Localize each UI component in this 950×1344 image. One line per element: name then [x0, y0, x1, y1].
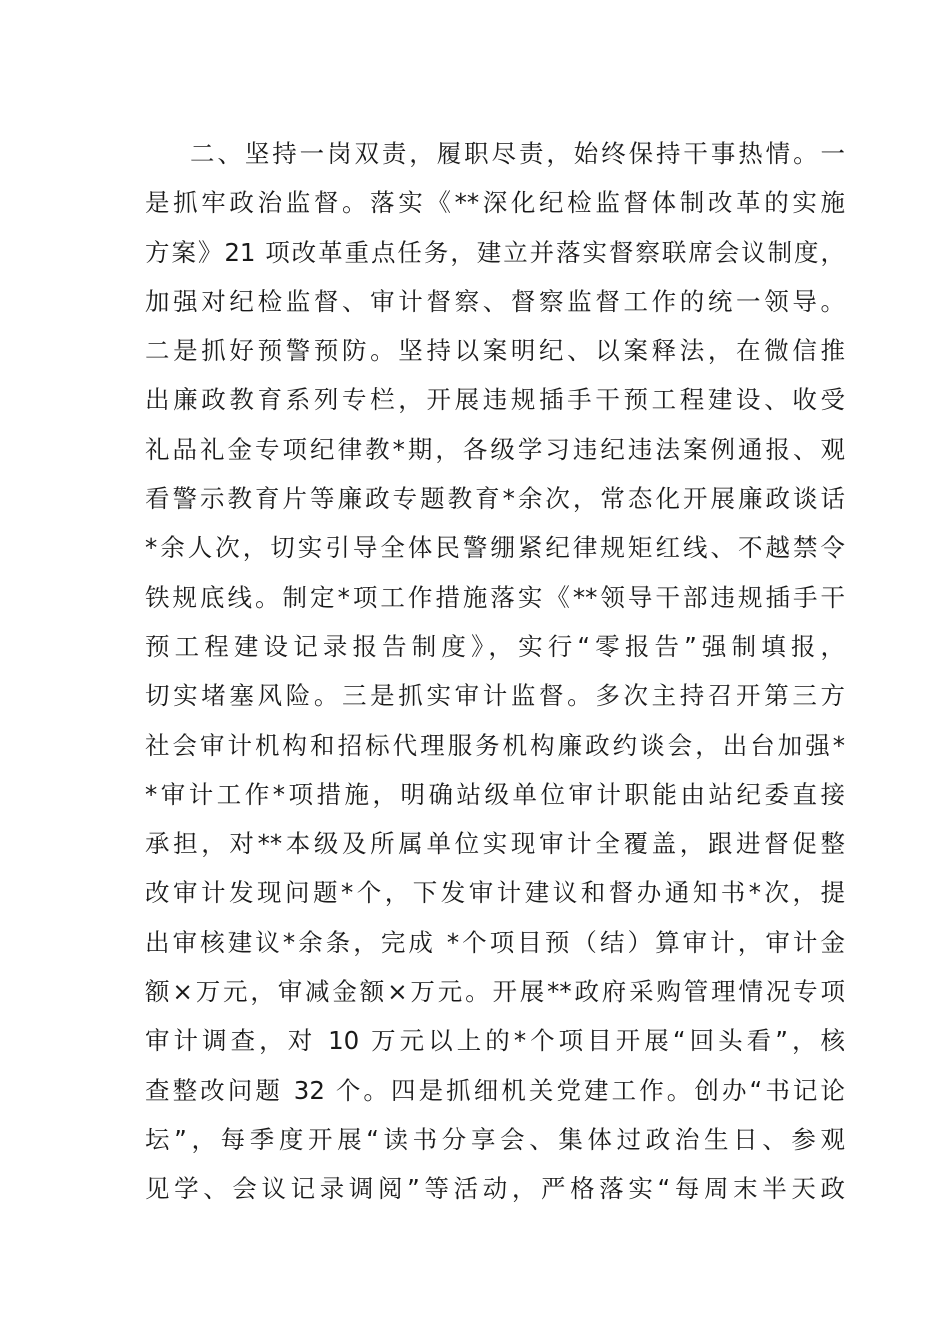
paragraph-line: 额×万元，审减金额×万元。开展**政府采购管理情况专项 [145, 977, 845, 1007]
paragraph-line: 坛”，每季度开展“读书分享会、集体过政治生日、参观 [145, 1124, 845, 1154]
paragraph-line: 铁规底线。制定*项工作措施落实《**领导干部违规插手干 [145, 582, 845, 612]
paragraph-line: 查整改问题 32 个。四是抓细机关党建工作。创办“书记论 [145, 1075, 845, 1105]
paragraph-line: 出审核建议*余条，完成 *个项目预（结）算审计，审计金 [145, 927, 845, 957]
paragraph-line: 二、坚持一岗双责，履职尽责，始终保持干事热情。一 [190, 139, 845, 168]
paragraph-line: 方案》21 项改革重点任务，建立并落实督察联席会议制度， [145, 237, 845, 267]
paragraph-line: 审计调查，对 10 万元以上的*个项目开展“回头看”，核 [145, 1026, 845, 1056]
paragraph-line: 见学、会议记录调阅”等活动，严格落实“每周末半天政 [145, 1174, 845, 1204]
paragraph-line: 承担，对**本级及所属单位实现审计全覆盖，跟进督促整 [145, 829, 845, 859]
paragraph-line: *审计工作*项措施，明确站级单位审计职能由站纪委直接 [145, 779, 845, 809]
paragraph-line: 预工程建设记录报告制度》，实行“零报告”强制填报， [145, 631, 845, 661]
paragraph-line: *余人次，切实引导全体民警绷紧纪律规矩红线、不越禁令 [145, 533, 845, 563]
paragraph-line: 切实堵塞风险。三是抓实审计监督。多次主持召开第三方 [145, 681, 845, 711]
paragraph-line: 加强对纪检监督、审计督察、督察监督工作的统一领导。 [145, 286, 845, 316]
paragraph-line: 出廉政教育系列专栏，开展违规插手干预工程建设、收受 [145, 385, 845, 415]
paragraph-line: 二是抓好预警预防。坚持以案明纪、以案释法，在微信推 [145, 336, 845, 366]
paragraph-line: 礼品礼金专项纪律教*期，各级学习违纪违法案例通报、观 [145, 434, 845, 464]
paragraph-line: 看警示教育片等廉政专题教育*余次，常态化开展廉政谈话 [145, 484, 845, 514]
paragraph-line: 改审计发现问题*个，下发审计建议和督办通知书*次，提 [145, 878, 845, 908]
paragraph-line: 社会审计机构和招标代理服务机构廉政约谈会，出台加强* [145, 730, 845, 760]
paragraph-line: 是抓牢政治监督。落实《**深化纪检监督体制改革的实施 [145, 188, 845, 218]
body-paragraph [145, 129, 845, 1214]
